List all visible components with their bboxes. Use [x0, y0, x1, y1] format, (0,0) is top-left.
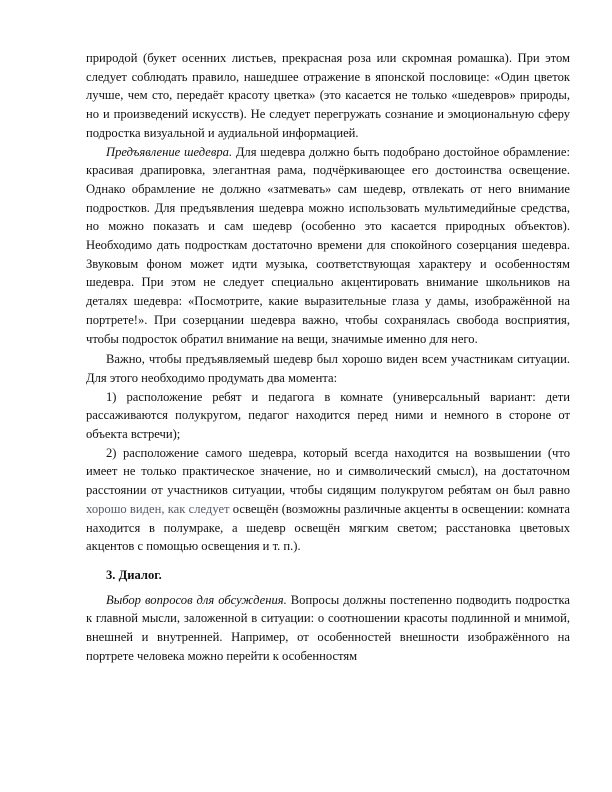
list-item-2-text-after: освещён (возможны различные акценты в освещении: комната находится в полумраке, а шедевр освещён мягким светом; расстановка цветовых акцентов с помощью освещения и т. п.). — [86, 501, 570, 554]
paragraph-visibility: Важно, чтобы предъявляемый шедевр был хорошо виден всем участникам ситуации. Для этого необходимо продумать два момента: — [86, 352, 570, 385]
list-item-2-text-before: 2) расположение самого шедевра, который всегда находится на возвышении (что имеет не только практическое значение, но и символический смысл), на достаточном расстоянии от участников ситуации, чтобы сидящим полукругом ребятам он был равно — [86, 445, 570, 498]
paragraph-intro: природой (букет осенних листьев, прекрасная роза или скромная ромашка). При этом следует соблюдать правило, нашедшее отражение в японской пословице: «Один цветок лучше, чем сто, передаёт красоту цветка» (это касается не только «шедевров» природы, но и произведений искусств). Не следует перегружать сознание и эмоциональную сферу подростка визуальной и аудиальной информацией. — [86, 51, 570, 140]
paragraph-questions — [86, 591, 570, 666]
document-page — [86, 49, 570, 666]
paragraph-presentation — [86, 143, 570, 349]
list-item-1: 1) расположение ребят и педагога в комнате (универсальный вариант: дети рассаживаются полукругом, педагог находится перед ними и немного в стороне от объекта встречи); — [86, 389, 570, 442]
paragraph-lead-italic: Выбор вопросов для обсуждения. — [106, 592, 287, 607]
section-heading-dialog: 3. Диалог. — [106, 567, 162, 582]
paragraph-lead-italic: Предъявление шедевра. — [106, 144, 233, 159]
paragraph-text: Вопросы должны постепенно подводить подростка к главной мысли, заложенной в ситуации: о соотношении красоты подлинной и мнимой, внешней и внутренней. Например, от особенностей внешности изображённого на портрете человека можно перейти к особенностям — [86, 592, 570, 663]
list-item-2 — [86, 444, 570, 556]
list-item-2-muted-text: хорошо виден, как следует — [86, 501, 230, 516]
paragraph-text: Для шедевра должно быть подобрано достойное обрамление: красивая драпировка, элегантная рама, подчёркивающее его достоинства освещение. Однако обрамление не должно «затмевать» сам шедевр, отвлекать от него внимание подростков. Для предъявления шедевра можно использовать мультимедийные средства, но можно показать и сам шедевр (особенно это касается природных объектов). Необходимо дать подросткам достаточно времени для спокойного созерцания шедевра. Звуковым фоном может идти музыка, соответствующая характеру и особенностям шедевра. При этом не следует специально акцентировать внимание школьников на деталях шедевра: «Посмотрите, какие выразительные глаза у дамы, изображённой на портрете!». При созерцании шедевра важно, чтобы сохранялась свобода восприятия, чтобы подросток обратил внимание на вещи, значимые именно для него. — [86, 144, 571, 346]
